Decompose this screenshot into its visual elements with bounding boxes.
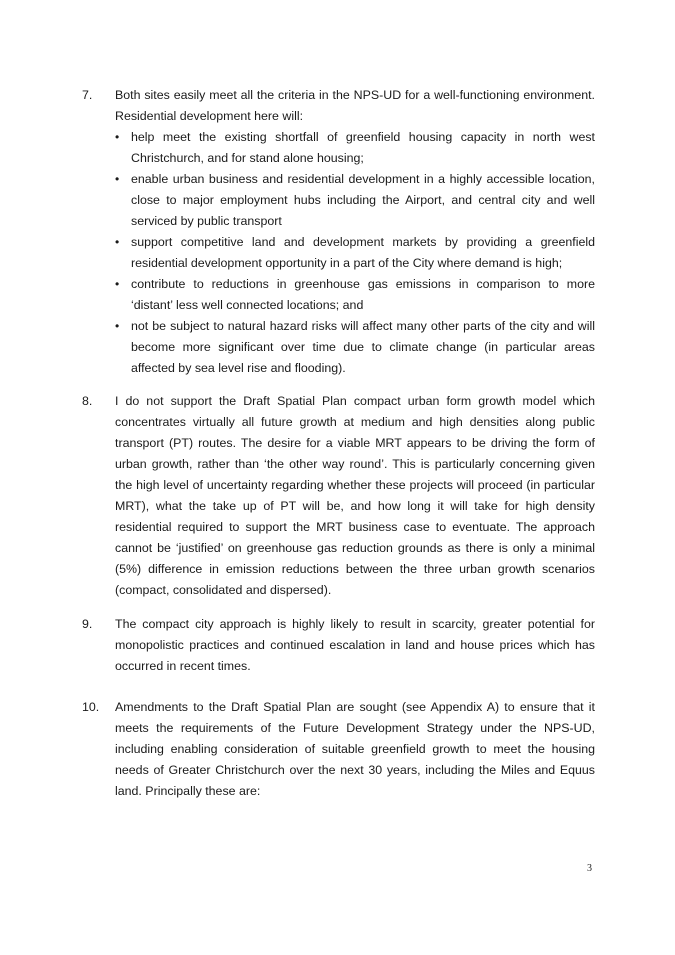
bullet-text: contribute to reductions in greenhouse gas emissions in comparison to more ‘distant’ less well connected locations; and (131, 277, 595, 312)
paragraph-text: Both sites easily meet all the criteria in the NPS-UD for a well-functioning environment. Residential development here will: (115, 88, 595, 123)
paragraph-number: 9. (82, 617, 93, 631)
paragraph-7 (82, 85, 595, 379)
list-item (115, 169, 595, 232)
list-item (115, 232, 595, 274)
paragraph-text: The compact city approach is highly likely to result in scarcity, greater potential for monopolistic practices and continued escalation in land and house prices which has occurred in recent times. (115, 617, 595, 673)
bullet-icon: • (115, 172, 120, 186)
bullet-icon: • (115, 130, 120, 144)
paragraph-text: I do not support the Draft Spatial Plan compact urban form growth model which concentrates virtually all future growth at medium and high densities along public transport (PT) routes. The desire for a viable MRT appears to be driving the form of urban growth, rather than ‘the other way round’. This is particularly concerning given the high level of uncertainty regarding whether these projects will proceed (in particular MRT), what the take up of PT will be, and how long it will take for high density residential required to support the MRT business case to eventuate. The approach cannot be ‘justified’ on greenhouse gas reduction grounds as there is only a minimal (5%) difference in emission reductions between the three urban growth scenarios (compact, consolidated and dispersed). (115, 394, 595, 597)
paragraph-10 (82, 697, 595, 802)
list-item (115, 127, 595, 169)
bullet-text: enable urban business and residential development in a highly accessible location, close to major employment hubs including the Airport, and central city and well serviced by public transport (131, 172, 595, 228)
bullet-icon: • (115, 319, 120, 333)
bullet-text: help meet the existing shortfall of greenfield housing capacity in north west Christchurch, and for stand alone housing; (131, 130, 595, 165)
paragraph-number: 8. (82, 394, 93, 408)
list-item (115, 316, 595, 379)
list-item (115, 274, 595, 316)
paragraph-number: 7. (82, 88, 93, 102)
bullet-text: support competitive land and development markets by providing a greenfield residential development opportunity in a part of the City where demand is high; (131, 235, 595, 270)
paragraph-9 (82, 614, 595, 677)
paragraph-text: Amendments to the Draft Spatial Plan are sought (see Appendix A) to ensure that it meets the requirements of the Future Development Strategy under the NPS-UD, including enabling consideration of suitable greenfield growth to meet the housing needs of Greater Christchurch over the next 30 years, including the Miles and Equus land. Principally these are: (115, 700, 595, 798)
bullet-text: not be subject to natural hazard risks will affect many other parts of the city and will become more significant over time due to climate change (in particular areas affected by sea level rise and flooding). (131, 319, 595, 375)
paragraph-number: 10. (82, 700, 100, 714)
bullet-list (115, 127, 595, 379)
bullet-icon: • (115, 277, 120, 291)
page-number: 3 (587, 863, 592, 874)
paragraph-8 (82, 391, 595, 601)
bullet-icon: • (115, 235, 120, 249)
